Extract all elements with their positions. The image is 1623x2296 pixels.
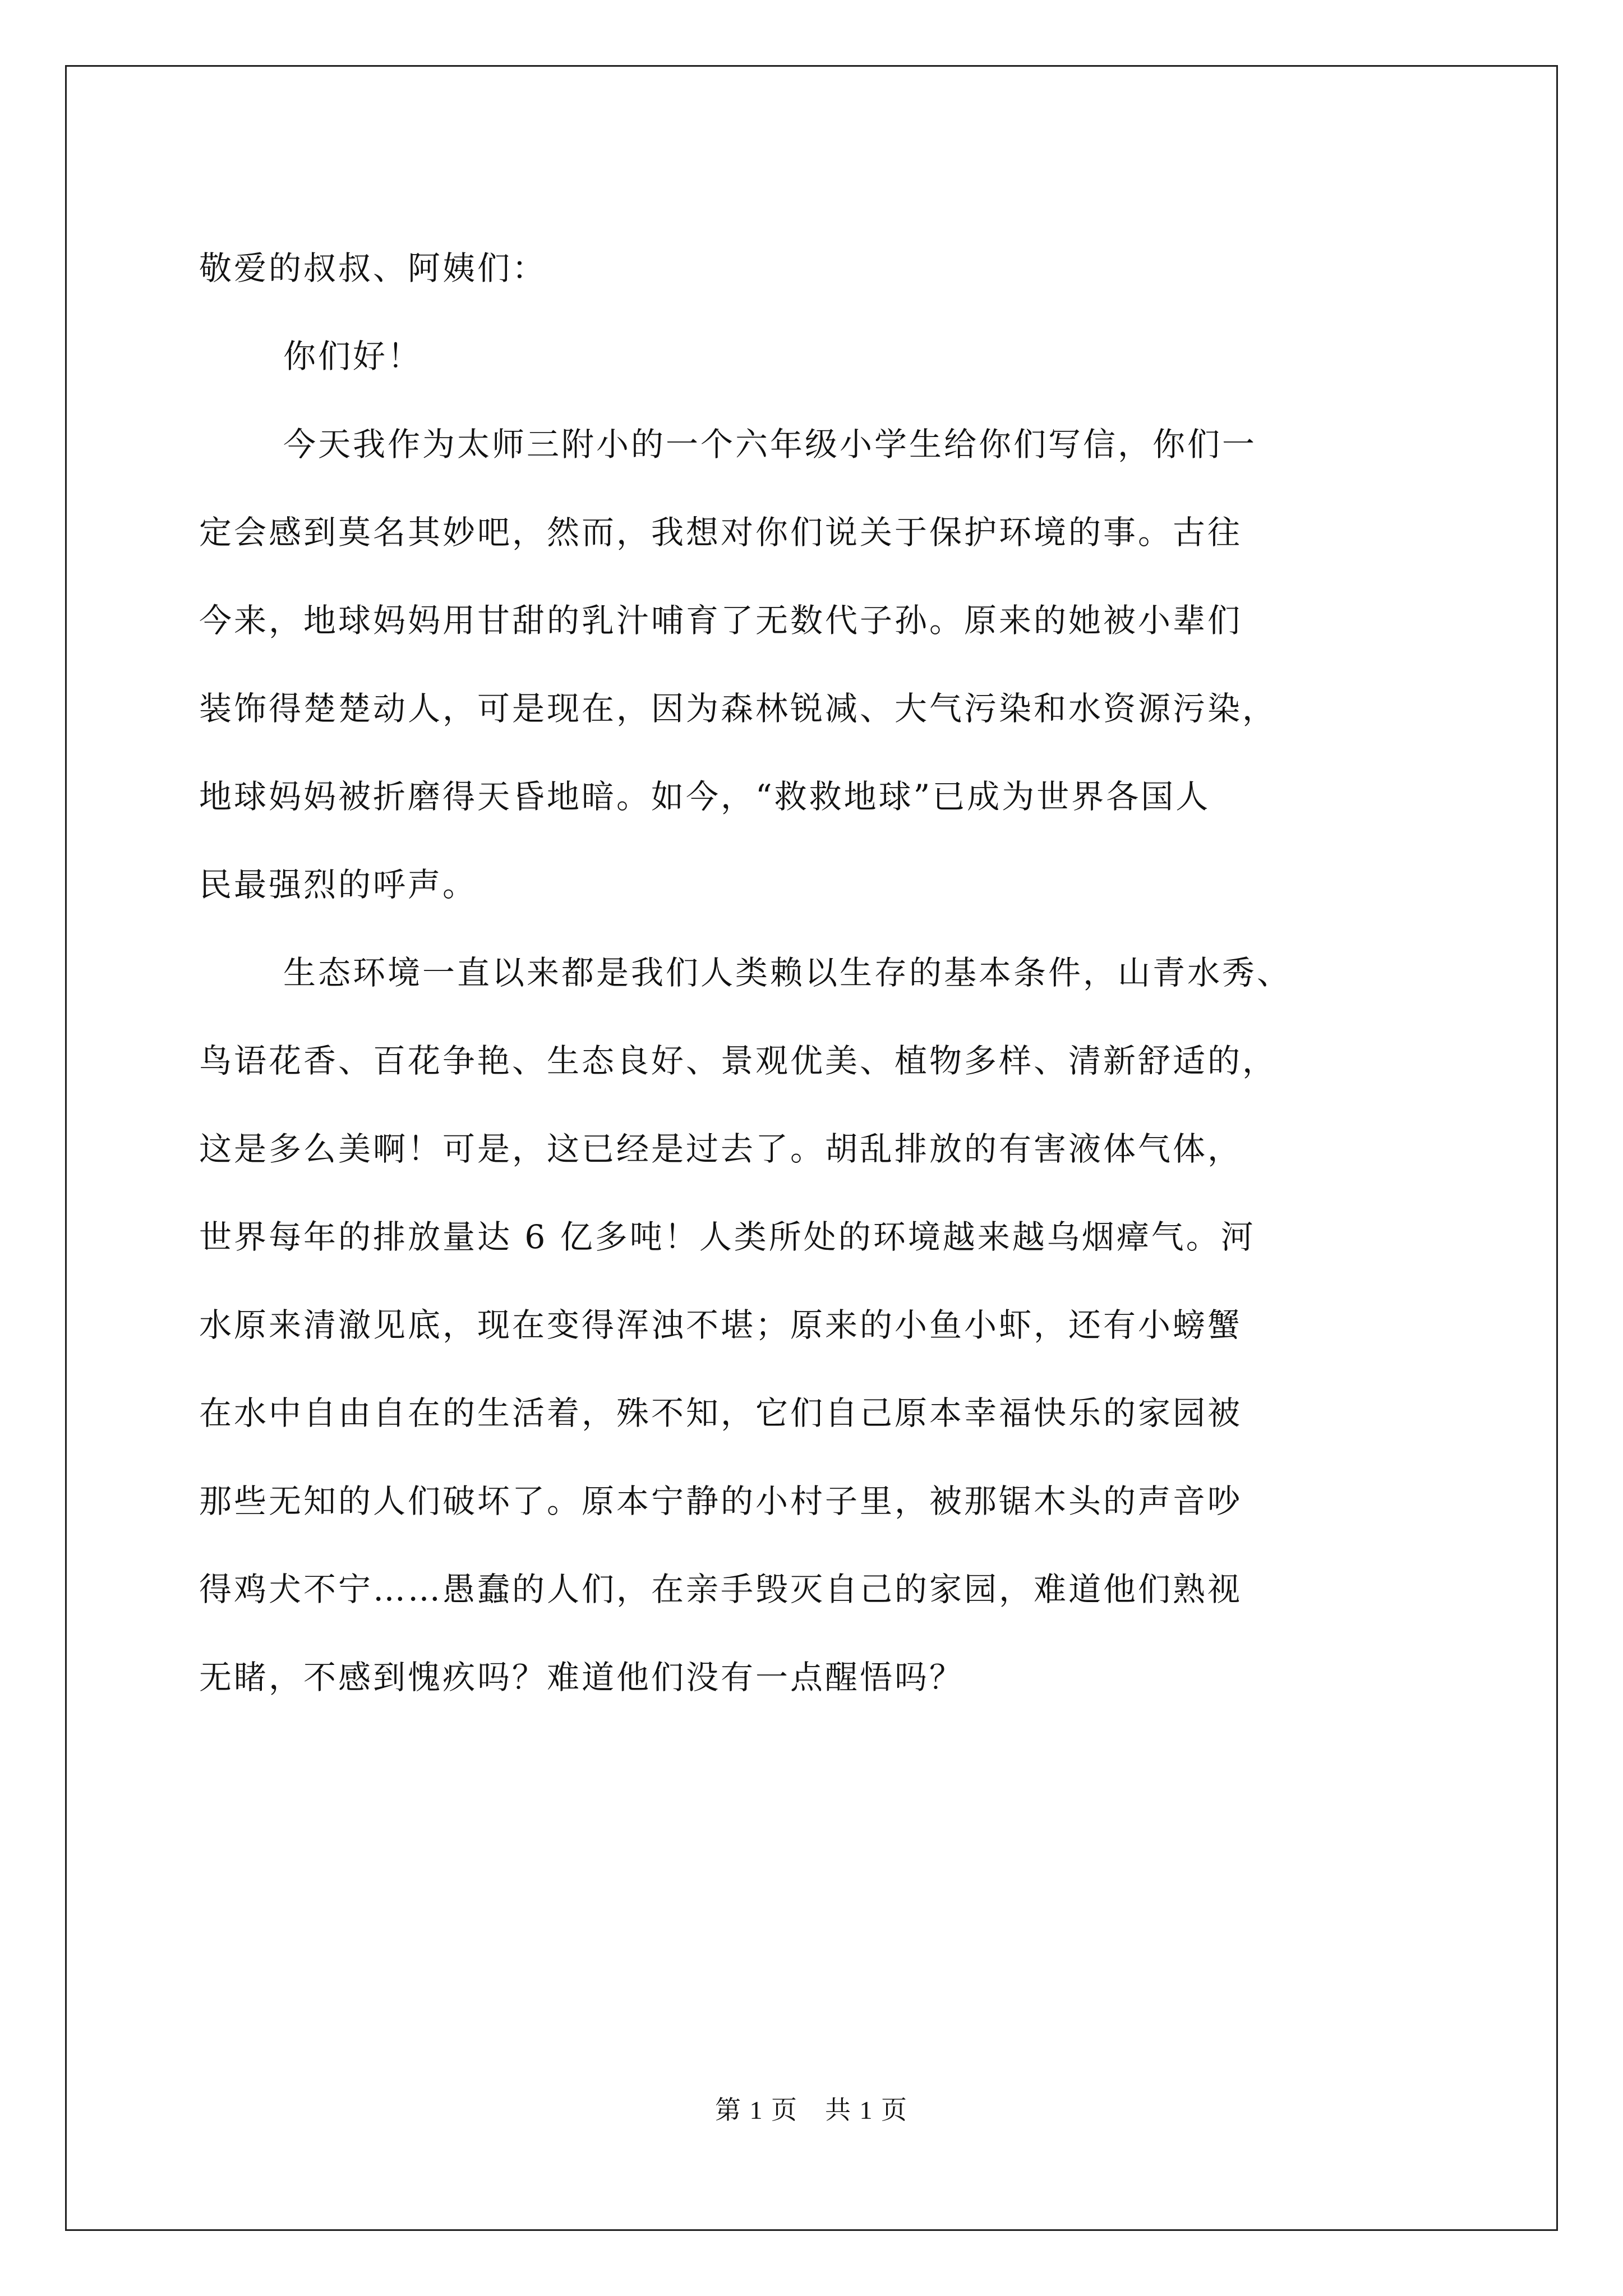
paragraph-line: 地球妈妈被折磨得天昏地暗。如今，“救救地球”已成为世界各国人 [199,777,1211,816]
paragraph-line: 无睹，不感到愧疚吗？难道他们没有一点醒悟吗？ [199,1658,965,1696]
paragraph-line: 在水中自由自在的生活着，殊不知，它们自己原本幸福快乐的家园被 [199,1394,1243,1432]
paragraph-line: 定会感到莫名其妙吧，然而，我想对你们说关于保护环境的事。古往 [199,513,1243,551]
paragraph-line: 这是多么美啊！可是，这已经是过去了。胡乱排放的有害液体气体， [199,1130,1243,1168]
page-footer: 第 1 页 共 1 页 [715,2096,908,2124]
paragraph-line: 那些无知的人们破坏了。原本宁静的小村子里，被那锯木头的声音吵 [199,1482,1243,1520]
paragraph-line: 得鸡犬不宁……愚蠢的人们，在亲手毁灭自己的家园，难道他们熟视 [199,1570,1243,1608]
salutation: 敬爱的叔叔、阿姨们： [199,249,547,287]
paragraph-line: 今来，地球妈妈用甘甜的乳汁哺育了无数代子孙。原来的她被小辈们 [199,601,1243,639]
paragraph-line: 装饰得楚楚动人，可是现在，因为森林锐减、大气污染和水资源污染， [199,689,1278,728]
paragraph-line: 民最强烈的呼声。 [199,866,478,904]
paragraph-line: 世界每年的排放量达 6 亿多吨！人类所处的环境越来越乌烟瘴气。河 [199,1218,1256,1256]
paragraph-line: 今天我作为太师三附小的一个六年级小学生给你们写信，你们一 [283,425,1257,463]
paragraph-line: 生态环境一直以来都是我们人类赖以生存的基本条件，山青水秀、 [283,954,1292,992]
paragraph-2 [199,929,1433,1722]
paragraph-line: 水原来清澈见底，现在变得浑浊不堪；原来的小鱼小虾，还有小螃蟹 [199,1306,1243,1344]
paragraph-line: 鸟语花香、百花争艳、生态良好、景观优美、植物多样、清新舒适的， [199,1042,1278,1080]
greeting: 你们好！ [283,337,423,375]
paragraph-1 [199,401,1433,929]
letter-body [199,224,1433,1722]
